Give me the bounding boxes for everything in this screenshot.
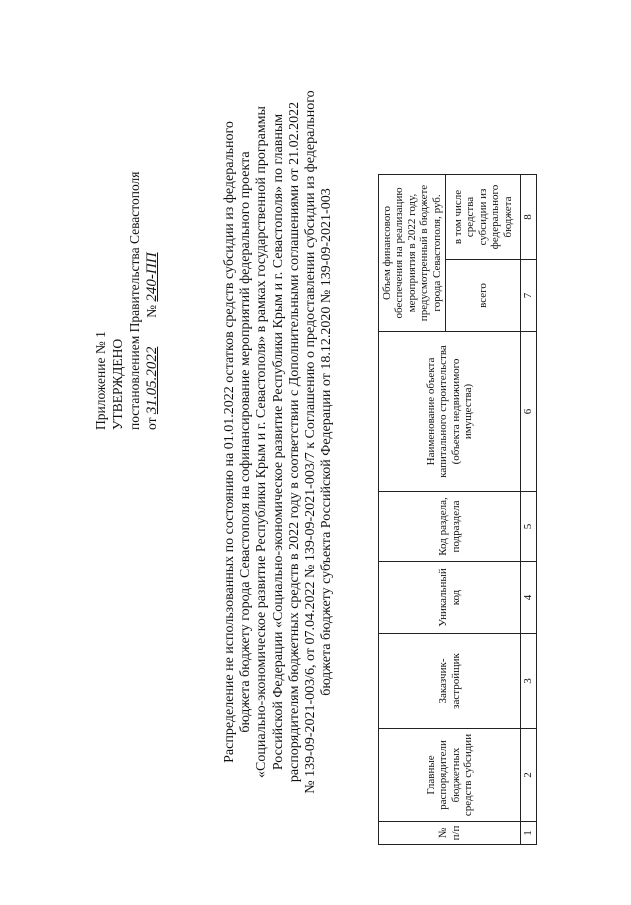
approval-stamp: [92, 0, 161, 430]
column-number: 4: [521, 562, 537, 634]
column-number: 1: [521, 822, 537, 845]
col-header-number: № п/п: [379, 822, 521, 845]
column-number: 2: [521, 729, 537, 822]
col-header-unique-code: Уникальный код: [379, 562, 521, 634]
heading-line: бюджета бюджету субъекта Российской Федерации от 18.12.2020 № 139-09-2021-003: [319, 188, 335, 696]
column-number: 5: [521, 492, 537, 562]
heading-line: распорядителям бюджетных средств в 2022 году в соответствии с Дополнительными соглашениями от 21.02.2022: [286, 101, 302, 783]
col-header-total: всего: [446, 260, 521, 332]
col-header-section-code: Код раздела, подраздела: [379, 492, 521, 562]
resolution-date-line: [143, 0, 161, 430]
col-header-customer-developer: Заказчик-застройщик: [379, 634, 521, 729]
column-number: 8: [521, 175, 537, 260]
resolution-date: 31.05.2022: [144, 346, 160, 415]
number-prefix: №: [144, 305, 159, 318]
document-heading: [222, 37, 335, 847]
heading-line: Российской Федерации «Социально-экономическое развитие Республики Крым и г. Севастополя» по главным: [270, 113, 286, 771]
heading-line: бюджета бюджету города Севастополя на софинансирование мероприятий федерального проекта: [238, 151, 254, 733]
heading-line: «Социально-экономическое развитие Республики Крым и г. Севастополя» в рамках государственной программы: [254, 106, 270, 778]
col-header-object-name: Наименование объекта капитального строительства (объекта недвижимого имущества): [379, 332, 521, 492]
resolution-number: 240-ПП: [144, 252, 160, 302]
col-header-funding-volume: Объем финансового обеспечения на реализацию мероприятия в 2022 году, предусмотренный в бюджете города Севастополя, руб.: [379, 175, 446, 332]
approved-label: УТВЕРЖДЕНО: [110, 338, 125, 430]
col-header-federal-subsidy: в том числе средства субсидии из федерального бюджета: [446, 175, 521, 260]
col-header-budget-managers: Главные распорядители бюджетных средств субсидии: [379, 729, 521, 822]
column-number: 7: [521, 260, 537, 332]
distribution-table: [378, 174, 537, 845]
date-prefix: от: [144, 417, 159, 430]
heading-line: Распределение не использованных по состоянию на 01.01.2022 остатков средств субсидии из федерального: [222, 121, 237, 763]
appendix-number: Приложение № 1: [93, 331, 108, 430]
heading-line: № 139-09-2021-003/6, от 07.04.2022 № 139-09-2021-003/7 к Соглашению о предоставлении субсидии из федерального: [303, 90, 319, 794]
resolution-issuer: постановлением Правительства Севастополя: [127, 171, 142, 430]
column-number: 3: [521, 634, 537, 729]
column-number: 6: [521, 332, 537, 492]
